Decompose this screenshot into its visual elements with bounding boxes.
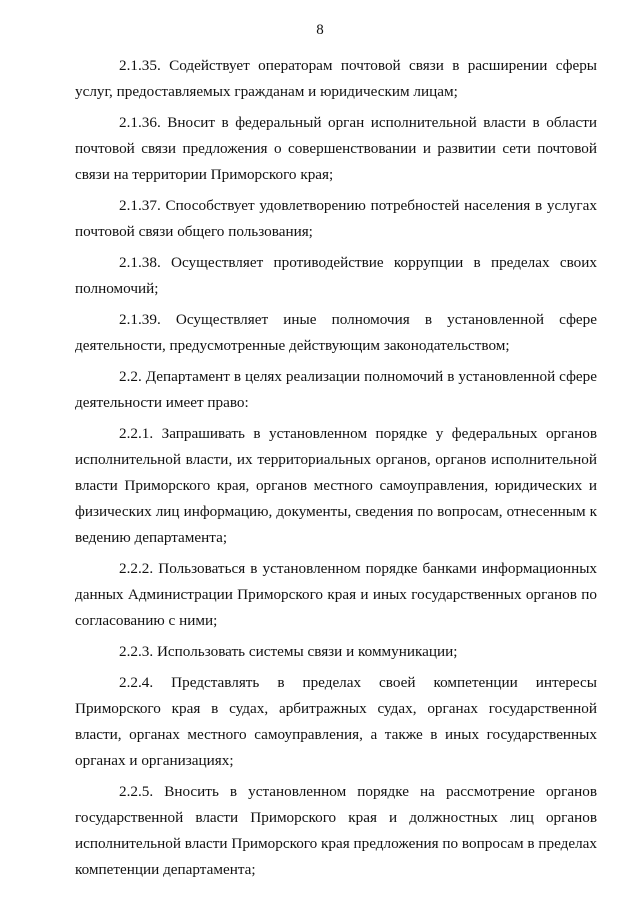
paragraph-2-1-37: 2.1.37. Способствует удовлетворению потребностей населения в услугах почтовой связи общего пользования;	[75, 197, 597, 240]
paragraph-2-2-5: 2.2.5. Вносить в установленном порядке на рассмотрение органов государственной власти Приморского края и должностных лиц органов исполнительной власти Приморского края предложения по вопросам в пределах компетенции департамента;	[75, 783, 597, 878]
paragraph-2-2-2: 2.2.2. Пользоваться в установленном порядке банками информационных данных Администрации Приморского края и иных государственных органов по согласованию с ними;	[75, 560, 597, 629]
document-body	[75, 53, 597, 888]
paragraph-2-2-1: 2.2.1. Запрашивать в установленном порядке у федеральных органов исполнительной власти, их территориальных органов, органов исполнительной власти Приморского края, органов местного самоуправления, юридических и физических лиц информацию, документы, сведения по вопросам, отнесенным к ведению департамента;	[75, 425, 597, 546]
paragraph-2-2-4: 2.2.4. Представлять в пределах своей компетенции интересы Приморского края в судах, арбитражных судах, органах государственной власти, органах местного самоуправления, а также в иных государственных органах и организациях;	[75, 674, 597, 769]
paragraph-2-1-35: 2.1.35. Содействует операторам почтовой связи в расширении сферы услуг, предоставляемых гражданам и юридическим лицам;	[75, 57, 597, 100]
paragraph-2-1-36: 2.1.36. Вносит в федеральный орган исполнительной власти в области почтовой связи предложения о совершенствовании и развитии сети почтовой связи на территории Приморского края;	[75, 114, 597, 183]
page-number: 8	[316, 22, 324, 38]
paragraph-2-1-39: 2.1.39. Осуществляет иные полномочия в установленной сфере деятельности, предусмотренные действующим законодательством;	[75, 311, 597, 354]
paragraph-2-2-3: 2.2.3. Использовать системы связи и коммуникации;	[119, 643, 458, 660]
paragraph-2-1-38: 2.1.38. Осуществляет противодействие коррупции в пределах своих полномочий;	[75, 254, 597, 297]
paragraph-2-2: 2.2. Департамент в целях реализации полномочий в установленной сфере деятельности имеет право:	[75, 368, 597, 411]
